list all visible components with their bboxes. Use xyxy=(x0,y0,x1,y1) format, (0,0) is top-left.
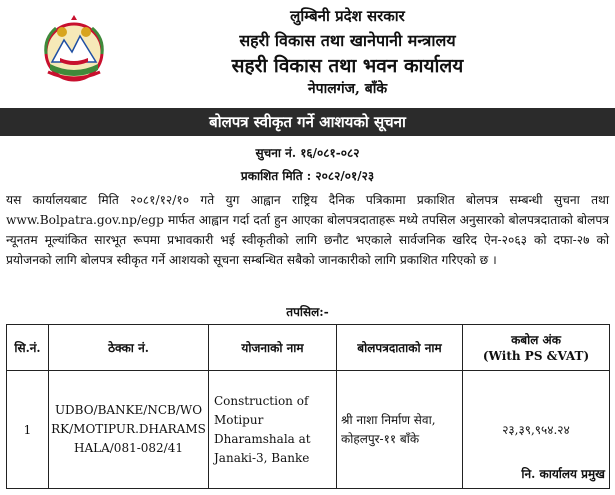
notice-body: यस कार्यालयबाट मिति २०८१/१२/१० गते युग आह्वान राष्ट्रिय दैनिक पत्रिकामा प्रकाशित बोलपत्र सम्बन्धी सुचना तथा www.Bolpatra.gov.np/egp मार्फत आह्वान गर्दा दर्ता हुन आएका बोलपत्रदाताहरू मध्ये तपसिल अनुसारको बोलपत्रदाताको बोलपत्र न्यूनतम मूल्यांकित सारभूत रूपमा प्रभावकारी भई स्वीकृतीको लागि छनौट भएकाले सार्वजनिक खरिद ऐन-२०६३ को दफा-२७ को प्रयोजनको लागि बोलपत्र स्वीकृत गर्ने आशयको सूचना सम्बन्धित सबैको जानकारीको लागि प्रकाशित गरिएको छ । xyxy=(6,193,609,267)
office-title: सहरी विकास तथा भवन कार्यालय xyxy=(231,55,464,77)
table-header-row xyxy=(7,325,610,371)
table-row xyxy=(7,371,610,489)
signatory: नि. कार्यालय प्रमुख xyxy=(521,467,605,481)
header-amount-label: कबोल अंक xyxy=(511,332,561,347)
nepal-emblem-icon xyxy=(38,14,110,86)
province-government-title: लुम्बिनी प्रदेश सरकार xyxy=(290,7,405,25)
header-sn: सि.नं. xyxy=(7,325,49,371)
header-amount-note: (With PS &VAT) xyxy=(482,348,590,363)
details-label: तपसिल:- xyxy=(286,305,329,319)
published-date: प्रकाशित मिति : २०८२/०१/२३ xyxy=(240,169,375,183)
header-amount xyxy=(463,325,610,371)
row-sn: 1 xyxy=(7,371,49,489)
row-bidder: श्री नाशा निर्माण सेवा, कोहलपुर-११ बाँके xyxy=(337,371,463,489)
row-contract-no: UDBO/BANKE/NCB/WORK/MOTIPUR.DHARAMSHALA/081-082/41 xyxy=(49,371,209,489)
header-project: योजनाको नाम xyxy=(209,325,337,371)
ministry-title: सहरी विकास तथा खानेपानी मन्त्रालय xyxy=(239,31,456,50)
header xyxy=(0,0,615,100)
row-amount: २३,३९,९५४.२४ xyxy=(463,371,610,489)
header-bidder: बोलपत्रदाताको नाम xyxy=(337,325,463,371)
notice-banner: बोलपत्र स्वीकृत गर्ने आशयको सूचना xyxy=(0,108,615,136)
notice-number: सुचना नं. १६/०८१-०८२ xyxy=(255,146,360,160)
office-location: नेपालगंज, बाँके xyxy=(307,81,388,97)
header-contract-no: ठेक्का नं. xyxy=(49,325,209,371)
row-project: Construction of Motipur Dharamshala at Janaki-3, Banke xyxy=(209,371,337,489)
bid-table xyxy=(6,324,610,489)
